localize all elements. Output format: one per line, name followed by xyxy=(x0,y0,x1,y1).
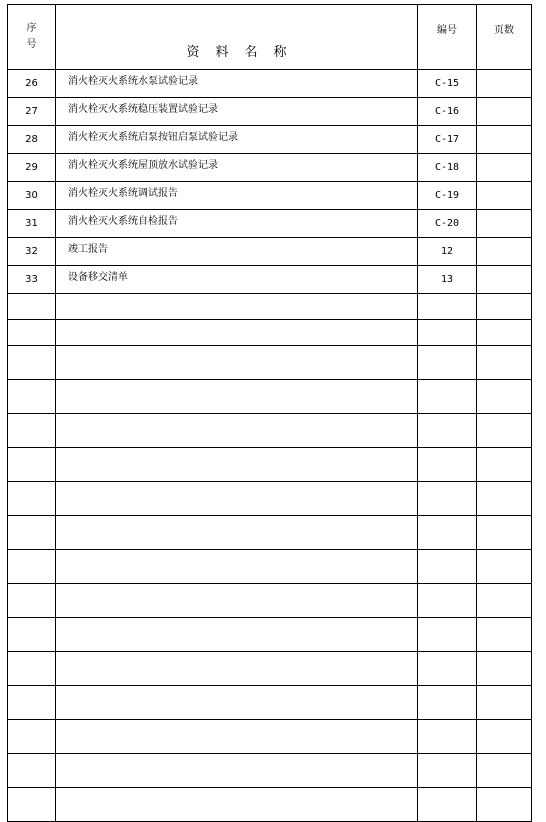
row-code: 13 xyxy=(418,266,477,294)
empty-table-row xyxy=(8,380,532,414)
empty-table-row xyxy=(8,320,532,346)
empty-cell xyxy=(418,788,477,822)
empty-cell xyxy=(418,618,477,652)
empty-cell xyxy=(477,686,532,720)
header-code: 编号 xyxy=(418,5,477,70)
empty-cell xyxy=(56,414,418,448)
empty-cell xyxy=(477,584,532,618)
table-row xyxy=(8,98,532,126)
empty-cell xyxy=(477,550,532,584)
table-header-row xyxy=(8,5,532,70)
table-row xyxy=(8,238,532,266)
empty-cell xyxy=(418,448,477,482)
empty-cell xyxy=(56,618,418,652)
empty-cell xyxy=(8,414,56,448)
empty-cell xyxy=(477,346,532,380)
empty-cell xyxy=(418,754,477,788)
empty-table-row xyxy=(8,618,532,652)
empty-cell xyxy=(56,686,418,720)
row-document-name: 消火栓灭火系统屋顶放水试验记录 xyxy=(56,154,418,182)
empty-cell xyxy=(477,652,532,686)
header-serial-no-line1: 序 xyxy=(26,23,37,34)
row-pages xyxy=(477,98,532,126)
row-pages xyxy=(477,70,532,98)
row-document-name: 竣工报告 xyxy=(56,238,418,266)
empty-table-row xyxy=(8,346,532,380)
empty-cell xyxy=(56,320,418,346)
row-serial-no: 26 xyxy=(8,70,56,98)
empty-cell xyxy=(56,294,418,320)
row-serial-no: 27 xyxy=(8,98,56,126)
empty-cell xyxy=(418,550,477,584)
empty-cell xyxy=(477,294,532,320)
empty-cell xyxy=(8,720,56,754)
empty-cell xyxy=(418,320,477,346)
empty-table-row xyxy=(8,550,532,584)
row-serial-no: 31 xyxy=(8,210,56,238)
empty-table-row xyxy=(8,414,532,448)
empty-cell xyxy=(418,346,477,380)
empty-cell xyxy=(418,482,477,516)
row-code: C-17 xyxy=(418,126,477,154)
empty-cell xyxy=(477,720,532,754)
row-serial-no: 33 xyxy=(8,266,56,294)
empty-table-row xyxy=(8,482,532,516)
empty-cell xyxy=(8,346,56,380)
empty-cell xyxy=(418,516,477,550)
empty-cell xyxy=(477,788,532,822)
empty-cell xyxy=(56,754,418,788)
empty-cell xyxy=(56,720,418,754)
table-row xyxy=(8,266,532,294)
empty-cell xyxy=(8,550,56,584)
empty-cell xyxy=(8,618,56,652)
empty-cell xyxy=(8,754,56,788)
row-pages xyxy=(477,182,532,210)
table-row xyxy=(8,70,532,98)
empty-cell xyxy=(56,584,418,618)
empty-cell xyxy=(477,448,532,482)
empty-cell xyxy=(418,720,477,754)
empty-table-row xyxy=(8,584,532,618)
empty-cell xyxy=(8,482,56,516)
row-serial-no: 30 xyxy=(8,182,56,210)
row-document-name: 消火栓灭火系统自检报告 xyxy=(56,210,418,238)
table-row xyxy=(8,154,532,182)
empty-cell xyxy=(8,516,56,550)
empty-cell xyxy=(418,414,477,448)
empty-table-row xyxy=(8,754,532,788)
row-code: C-15 xyxy=(418,70,477,98)
empty-cell xyxy=(477,414,532,448)
empty-cell xyxy=(56,788,418,822)
row-document-name: 消火栓灭火系统稳压装置试验记录 xyxy=(56,98,418,126)
empty-table-row xyxy=(8,652,532,686)
empty-cell xyxy=(8,448,56,482)
table-row xyxy=(8,126,532,154)
empty-cell xyxy=(56,550,418,584)
empty-cell xyxy=(418,584,477,618)
header-document-name: 资料名称 xyxy=(56,5,418,70)
empty-cell xyxy=(8,686,56,720)
row-document-name: 消火栓灭火系统水泵试验记录 xyxy=(56,70,418,98)
row-pages xyxy=(477,154,532,182)
empty-cell xyxy=(56,516,418,550)
row-pages xyxy=(477,266,532,294)
header-serial-no xyxy=(8,5,56,70)
row-pages xyxy=(477,238,532,266)
table-row xyxy=(8,210,532,238)
empty-cell xyxy=(8,294,56,320)
row-document-name: 设备移交清单 xyxy=(56,266,418,294)
empty-table-row xyxy=(8,294,532,320)
row-pages xyxy=(477,126,532,154)
row-code: 12 xyxy=(418,238,477,266)
empty-cell xyxy=(477,380,532,414)
empty-cell xyxy=(418,652,477,686)
empty-cell xyxy=(8,584,56,618)
empty-table-row xyxy=(8,788,532,822)
empty-cell xyxy=(477,754,532,788)
document-sheet xyxy=(7,4,531,822)
empty-table-row xyxy=(8,686,532,720)
row-pages xyxy=(477,210,532,238)
empty-table-row xyxy=(8,516,532,550)
header-pages: 页数 xyxy=(477,5,532,70)
empty-cell xyxy=(477,618,532,652)
table-row xyxy=(8,182,532,210)
empty-cell xyxy=(477,516,532,550)
row-code: C-16 xyxy=(418,98,477,126)
empty-cell xyxy=(8,788,56,822)
row-serial-no: 32 xyxy=(8,238,56,266)
empty-cell xyxy=(8,380,56,414)
row-code: C-20 xyxy=(418,210,477,238)
empty-cell xyxy=(477,482,532,516)
row-code: C-19 xyxy=(418,182,477,210)
empty-table-row xyxy=(8,720,532,754)
row-document-name: 消火栓灭火系统启泵按钮启泵试验记录 xyxy=(56,126,418,154)
empty-table-row xyxy=(8,448,532,482)
empty-cell xyxy=(8,320,56,346)
empty-cell xyxy=(56,652,418,686)
row-serial-no: 29 xyxy=(8,154,56,182)
document-index-table xyxy=(7,4,532,822)
empty-cell xyxy=(418,294,477,320)
empty-cell xyxy=(418,380,477,414)
row-document-name: 消火栓灭火系统调试报告 xyxy=(56,182,418,210)
row-serial-no: 28 xyxy=(8,126,56,154)
empty-cell xyxy=(418,686,477,720)
header-serial-no-line2: 号 xyxy=(26,39,37,50)
empty-cell xyxy=(56,448,418,482)
empty-cell xyxy=(56,346,418,380)
row-code: C-18 xyxy=(418,154,477,182)
empty-cell xyxy=(477,320,532,346)
empty-cell xyxy=(56,380,418,414)
empty-cell xyxy=(56,482,418,516)
empty-cell xyxy=(8,652,56,686)
